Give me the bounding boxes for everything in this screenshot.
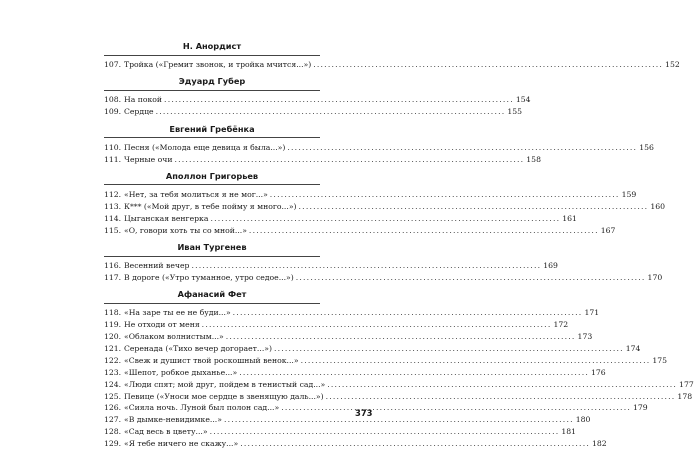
entry-number: 122. (104, 355, 122, 365)
dot-leader (301, 355, 651, 367)
toc-entry (104, 355, 668, 367)
toc-section (104, 123, 654, 166)
entry-title: Песня («Молода еще девица я была...») (124, 142, 286, 152)
entry-number: 127. (104, 415, 122, 425)
author-heading: Иван Тургенев (177, 242, 247, 253)
entry-number: 109. (104, 107, 122, 117)
entry-number: 128. (104, 427, 122, 437)
entry-page: 182 (592, 439, 607, 449)
entry-title: На покой (124, 95, 163, 105)
entry-number: 107. (104, 60, 122, 69)
entry-page: 159 (621, 189, 637, 199)
dot-leader (164, 94, 514, 106)
entry-number: 125. (104, 391, 122, 401)
entry-title: «Люди спят; мой друг, пойдем в тенистый сад...» (124, 379, 326, 389)
dot-leader (174, 154, 524, 166)
entry-number: 111. (104, 154, 122, 164)
dot-leader (249, 225, 599, 237)
entry-title: «На заре ты ее не буди...» (124, 308, 231, 318)
entry-number: 113. (104, 201, 122, 211)
entry-page: 156 (639, 142, 654, 152)
entry-number: 116. (104, 261, 122, 271)
entry-title: Певице («Уноси мое сердце в звенящую даль...») (124, 391, 324, 401)
entry-title: Цыганская венгерка (124, 213, 209, 223)
entry-title: Тройка («Гремит звонок, и тройка мчится...») (124, 60, 312, 69)
entry-title: Весенний вечер (124, 261, 190, 271)
entry-title: «Облаком волнистым...» (124, 332, 224, 342)
author-heading: Афанасий Фет (177, 289, 247, 300)
entry-page: 154 (515, 95, 531, 105)
toc-entry (104, 343, 641, 355)
toc-entry (104, 142, 654, 154)
entry-title: Не отходи от меня (124, 320, 200, 330)
entry-page: 170 (647, 272, 663, 282)
entry-number: 112. (104, 189, 122, 199)
entry-page: 172 (553, 320, 569, 330)
entry-page: 169 (543, 261, 558, 271)
divider-rule (104, 303, 320, 304)
entry-page: 177 (679, 379, 694, 389)
toc-entry (104, 391, 693, 403)
dot-leader (299, 201, 649, 213)
toc-entry (104, 59, 680, 71)
dot-leader (239, 367, 589, 379)
divider-rule (104, 55, 320, 56)
entry-number: 110. (104, 142, 122, 152)
dot-leader (327, 379, 677, 391)
entry-page: 160 (650, 201, 666, 211)
dot-leader (287, 142, 637, 154)
divider-rule (104, 137, 320, 138)
divider-rule (104, 184, 320, 185)
dot-leader (210, 213, 560, 225)
dot-leader (274, 343, 624, 355)
dot-leader (156, 106, 506, 118)
entry-title: «О, говори хоть ты со мной...» (124, 225, 247, 235)
toc-entry (104, 414, 591, 426)
entry-page: 178 (677, 391, 693, 401)
entry-number: 129. (104, 439, 122, 449)
entry-number: 114. (104, 213, 122, 223)
dot-leader (191, 260, 541, 272)
entry-number: 119. (104, 320, 122, 330)
toc-entry (104, 331, 593, 343)
divider-rule (104, 256, 320, 257)
entry-page: 155 (507, 107, 523, 117)
toc-entry (104, 189, 637, 201)
entry-number: 120. (104, 332, 122, 342)
entry-number: 115. (104, 225, 122, 235)
entry-title: «Сияла ночь. Луной был полон сад...» (124, 403, 280, 413)
divider-rule (104, 90, 320, 91)
entry-page: 174 (625, 343, 641, 353)
author-heading: Евгений Гребёнка (169, 123, 255, 134)
toc-entry (104, 438, 607, 450)
dot-leader (224, 414, 574, 426)
entry-title: «Сад весь в цвету...» (124, 427, 208, 437)
author-heading: Эдуард Губер (178, 76, 246, 87)
toc-entry (104, 106, 523, 118)
entry-page: 173 (577, 332, 593, 342)
entry-page: 167 (600, 225, 616, 235)
toc-entry (104, 426, 577, 438)
entry-page: 161 (562, 213, 577, 223)
dot-leader (210, 426, 560, 438)
entry-title: Сердце (124, 107, 154, 117)
entry-page: 175 (652, 355, 668, 365)
author-heading: Аполлон Григорьев (165, 170, 259, 181)
dot-leader (281, 402, 631, 414)
entry-number: 108. (104, 95, 122, 105)
entry-title: В дороге («Утро туманное, утро седое...») (124, 272, 294, 282)
toc-section (104, 170, 666, 237)
dot-leader (326, 391, 676, 403)
entry-title: «Я тебе ничего не скажу...» (124, 439, 239, 449)
toc-entry (104, 272, 663, 284)
entry-number: 124. (104, 379, 122, 389)
entry-title: Черные очи (124, 154, 173, 164)
dot-leader (233, 307, 583, 319)
toc-entry (104, 319, 569, 331)
dot-leader (202, 319, 552, 331)
dot-leader (296, 272, 646, 284)
entry-number: 123. (104, 367, 122, 377)
entry-page: 171 (584, 308, 600, 318)
entry-title: «Шепот, робкое дыханье...» (124, 367, 238, 377)
entry-number: 126. (104, 403, 122, 413)
toc-entry (104, 379, 694, 391)
entry-title: Серенада («Тихо вечер догорает...») (124, 343, 272, 353)
entry-page: 152 (665, 60, 680, 69)
toc-section (104, 40, 680, 71)
entry-page: 181 (561, 427, 577, 437)
page-number: 373 (355, 408, 373, 418)
dot-leader (240, 438, 590, 450)
toc-entry (104, 225, 616, 237)
entry-page: 180 (575, 415, 591, 425)
toc-entry (104, 367, 606, 379)
toc-section (104, 75, 531, 118)
dot-leader (313, 59, 663, 71)
entry-number: 117. (104, 272, 122, 282)
entry-page: 158 (526, 154, 541, 164)
entry-page: 179 (633, 403, 648, 413)
toc-entry (104, 94, 531, 106)
toc-entry (104, 154, 541, 166)
entry-page: 176 (590, 367, 606, 377)
toc-entry (104, 213, 577, 225)
toc-entry (104, 201, 666, 213)
dot-leader (226, 331, 576, 343)
entry-title: «В дымке-невидимке...» (124, 415, 222, 425)
dot-leader (270, 189, 620, 201)
entry-number: 118. (104, 308, 122, 318)
toc-entry (104, 307, 600, 319)
entry-title: «Нет, за тебя молиться я не мог...» (124, 189, 268, 199)
toc-section (104, 241, 663, 284)
entry-number: 121. (104, 343, 122, 353)
entry-title: К*** («Мой друг, в тебе пойму я много...») (124, 201, 297, 211)
toc-entry (104, 260, 558, 272)
author-heading: Н. Анордист (182, 41, 242, 51)
entry-title: «Свеж и душист твой роскошный венок...» (124, 355, 299, 365)
